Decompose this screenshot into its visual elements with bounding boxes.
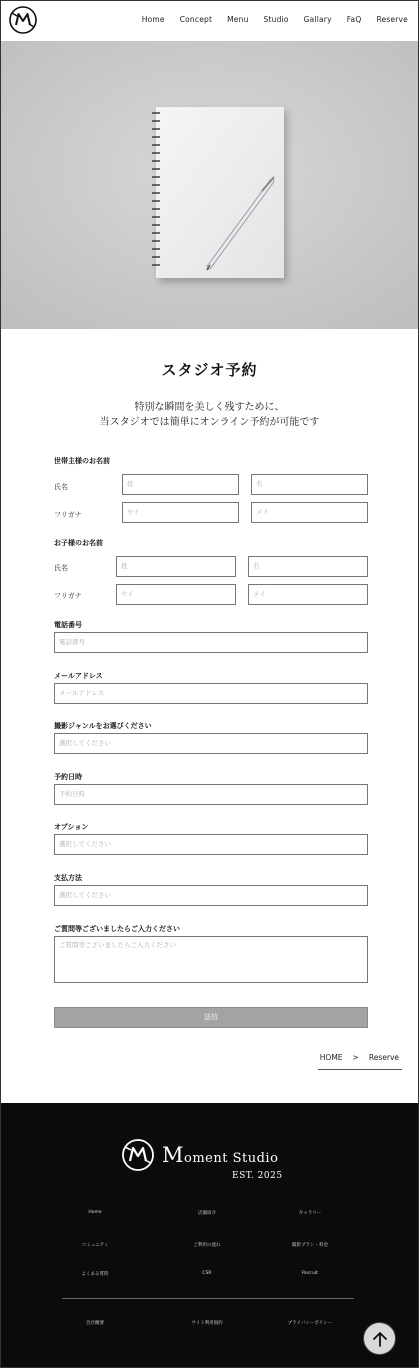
moment-logo-icon[interactable] — [120, 1137, 156, 1173]
email-input[interactable]: メールアドレス — [54, 683, 368, 704]
site-footer — [0, 1103, 419, 1368]
question-label: ご質問等ございましたらご入力ください — [54, 925, 180, 933]
date-input[interactable]: 予約日時 — [54, 784, 368, 805]
parent-first-name-input[interactable]: 名 — [251, 474, 368, 495]
phone-label: 電話番号 — [54, 621, 82, 629]
footer-brand-rest: oment Studio — [184, 1151, 279, 1166]
site-header — [0, 0, 419, 41]
child-last-name-input[interactable]: 姓 — [116, 556, 236, 577]
parent-first-kana-input[interactable]: メイ — [251, 502, 368, 523]
parent-name-label: 氏名 — [54, 483, 68, 491]
footer-divider — [62, 1298, 354, 1299]
genre-select[interactable]: 選択してください — [54, 733, 368, 754]
option-select[interactable]: 選択してください — [54, 834, 368, 855]
parent-name-heading: 世帯主様のお名前 — [54, 457, 110, 465]
breadcrumb-home[interactable]: HOME — [319, 1053, 343, 1062]
nav-gallary[interactable]: Gallary — [303, 15, 332, 24]
nav-faq[interactable]: FaQ — [346, 15, 362, 24]
page-lead — [0, 400, 419, 430]
footer-link-flow[interactable]: ご利用の流れ — [193, 1243, 221, 1248]
lead-line-2: 当スタジオでは簡単にオンライン予約が可能です — [99, 417, 320, 428]
parent-kana-label: フリガナ — [54, 511, 82, 519]
main-nav — [127, 15, 408, 24]
breadcrumb-current: Reserve — [368, 1053, 399, 1062]
nav-home[interactable]: Home — [141, 15, 165, 24]
hero-image — [0, 41, 419, 329]
arrow-up-icon — [371, 1330, 389, 1348]
back-to-top-button[interactable] — [363, 1322, 396, 1355]
child-first-name-input[interactable]: 名 — [248, 556, 368, 577]
payment-label: 支払方法 — [54, 874, 82, 882]
email-label: メールアドレス — [54, 672, 103, 680]
breadcrumb-underline — [318, 1069, 402, 1070]
child-name-heading: お子様のお名前 — [54, 539, 103, 547]
footer-link-terms[interactable]: サイト利用規約 — [191, 1321, 223, 1326]
footer-link-privacy[interactable]: プライバシーポリシー — [287, 1321, 333, 1326]
child-name-label: 氏名 — [54, 564, 68, 572]
nav-reserve[interactable]: Reserve — [376, 15, 408, 24]
footer-link-csr[interactable]: CSR — [202, 1271, 212, 1276]
question-textarea[interactable]: ご質問等ございましたらご入力ください — [54, 936, 368, 983]
nav-menu[interactable]: Menu — [227, 15, 249, 24]
child-first-kana-input[interactable]: メイ — [248, 584, 368, 605]
child-kana-label: フリガナ — [54, 592, 82, 600]
breadcrumb-separator: > — [352, 1053, 359, 1062]
footer-link-faq[interactable]: よくある質問 — [81, 1272, 109, 1277]
page-title: スタジオ予約 — [161, 361, 258, 379]
lead-line-1: 特別な瞬間を美しく残すために、 — [134, 402, 285, 413]
notebook-illustration — [152, 107, 284, 278]
footer-link-store[interactable]: 店舗紹介 — [198, 1211, 216, 1216]
footer-link-recruit[interactable]: Recruit — [302, 1271, 318, 1276]
footer-brand-initial: M — [162, 1143, 185, 1167]
child-last-kana-input[interactable]: セイ — [116, 584, 236, 605]
option-label: オプション — [54, 823, 89, 831]
parent-last-kana-input[interactable]: セイ — [122, 502, 239, 523]
footer-brand — [162, 1143, 278, 1167]
footer-link-company[interactable]: 会社概要 — [86, 1321, 104, 1326]
payment-select[interactable]: 選択してください — [54, 885, 368, 906]
footer-est: EST. 2025 — [232, 1171, 283, 1181]
nav-studio[interactable]: Studio — [263, 15, 289, 24]
footer-link-home[interactable]: Home — [88, 1210, 102, 1215]
footer-link-community[interactable]: コミュニティ — [81, 1243, 109, 1248]
breadcrumb — [320, 1053, 399, 1062]
date-label: 予約日時 — [54, 773, 82, 781]
footer-link-plans[interactable]: 撮影プラン・料金 — [292, 1243, 328, 1248]
parent-last-name-input[interactable]: 姓 — [122, 474, 239, 495]
footer-link-gallery[interactable]: ギャラリー — [298, 1211, 322, 1216]
phone-input[interactable]: 電話番号 — [54, 632, 368, 653]
moment-logo-icon[interactable] — [8, 5, 38, 35]
genre-label: 撮影ジャンルをお選びください — [54, 722, 152, 730]
nav-concept[interactable]: Concept — [179, 15, 213, 24]
submit-button[interactable]: 送信 — [54, 1007, 368, 1028]
